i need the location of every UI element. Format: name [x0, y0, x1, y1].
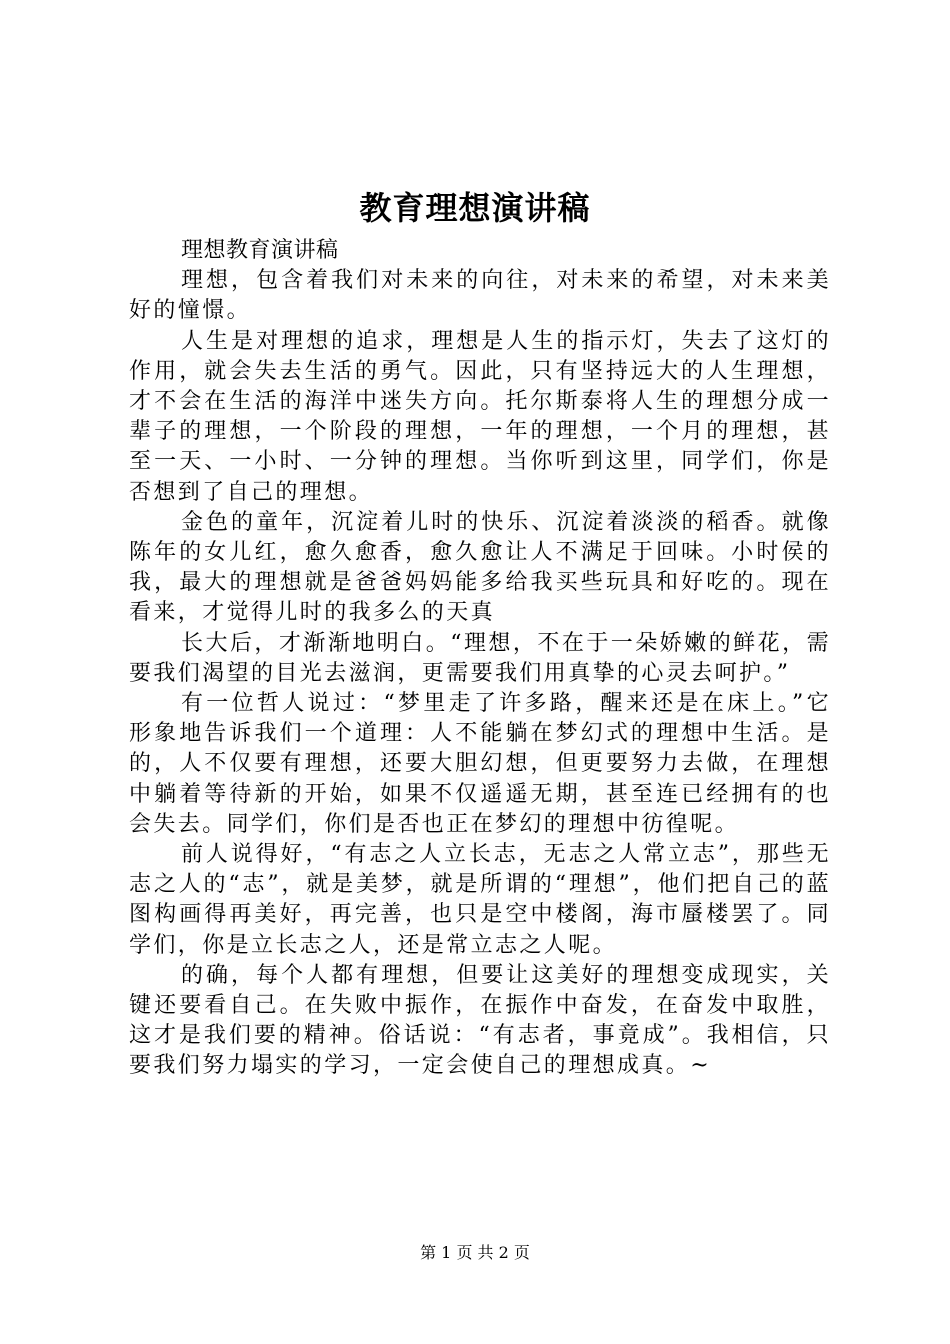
paragraph: 理想，包含着我们对未来的向往，对未来的希望，对未来美好的憧憬。 — [129, 268, 831, 324]
paragraph: 长大后，才渐渐地明白。“理想，不在于一朵娇嫩的鲜花，需要我们渴望的目光去滋润，更需要我们用真挚的心灵去呵护。” — [129, 630, 831, 686]
document-title: 教育理想演讲稿 — [359, 189, 591, 227]
paragraph: 前人说得好，“有志之人立长志，无志之人常立志”，那些无志之人的“志”，就是美梦，就是所谓的“理想”，他们把自己的蓝图构画得再美好，再完善，也只是空中楼阁，海市蜃楼罢了。同学们，你是立长志之人，还是常立志之人呢。 — [129, 842, 831, 958]
paragraph: 人生是对理想的追求，理想是人生的指示灯，失去了这灯的作用，就会失去生活的勇气。因此，只有坚持远大的人生理想，才不会在生活的海洋中迷失方向。托尔斯泰将人生的理想分成一辈子的理想，一个阶段的理想，一年的理想，一个月的理想，甚至一天、一小时、一分钟的理想。当你听到这里，同学们，你是否想到了自己的理想。 — [129, 328, 831, 505]
paragraph-subtitle: 理想教育演讲稿 — [181, 238, 339, 263]
paragraph: 有一位哲人说过：“梦里走了许多路，醒来还是在床上。”它形象地告诉我们一个道理：人不能躺在梦幻式的理想中生活。是的，人不仅要有理想，还要大胆幻想，但更要努力去做，在理想中躺着等待新的开始，如果不仅遥遥无期，甚至连已经拥有的也会失去。同学们，你们是否也正在梦幻的理想中彷徨呢。 — [129, 691, 831, 837]
document-body — [129, 236, 831, 1082]
page-number-footer: 第 1 页 共 2 页 — [420, 1243, 530, 1262]
paragraph: 金色的童年，沉淀着儿时的快乐、沉淀着淡淡的稻香。就像陈年的女儿红，愈久愈香，愈久愈让人不满足于回味。小时侯的我，最大的理想就是爸爸妈妈能多给我买些玩具和好吃的。现在看来，才觉得儿时的我多么的天真 — [129, 509, 831, 626]
paragraph: 的确，每个人都有理想，但要让这美好的理想变成现实，关键还要看自己。在失败中振作，在振作中奋发，在奋发中取胜，这才是我们要的精神。俗话说：“有志者，事竟成”。我相信，只要我们努力塌实的学习，一定会使自己的理想成真。~ — [129, 962, 831, 1079]
